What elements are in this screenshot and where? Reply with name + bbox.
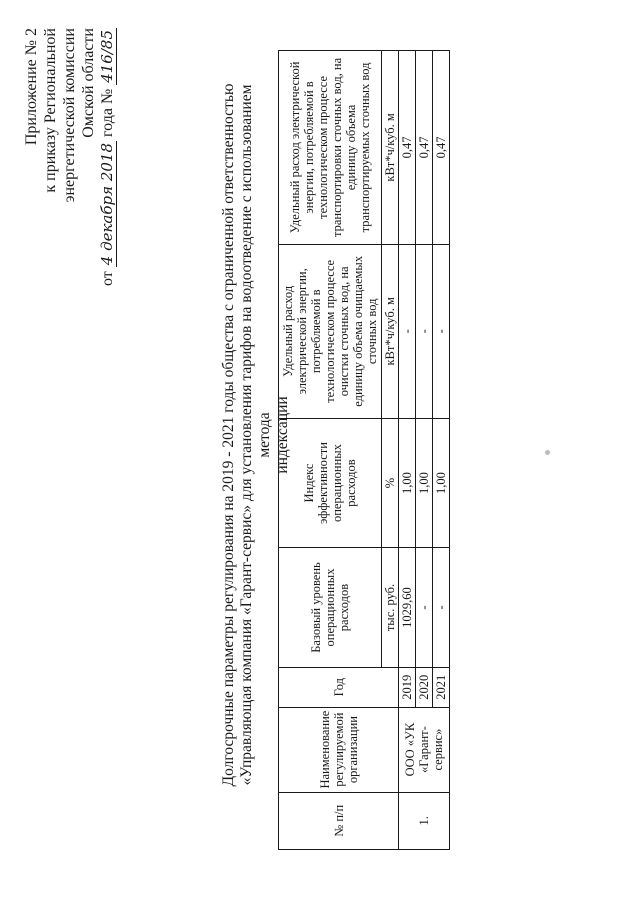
cell-index: 1,00	[416, 418, 433, 547]
appendix-line-1: Приложение № 2	[23, 28, 40, 146]
cell-base: -	[416, 548, 433, 668]
cell-elec-cleaning: -	[416, 244, 433, 418]
cell-year: 2019	[399, 667, 416, 707]
unit-base: тыс. руб.	[382, 548, 399, 668]
header-elec-transport: Удельный расход электрической энергии, потребляемой в технологическом процессе транспортировки сточных вод, на единицу объема транспортируемых сточных вод	[279, 51, 382, 245]
header-num: № п/п	[279, 792, 399, 849]
cell-org: ООО «УК «Гарант-сервис»	[399, 707, 450, 792]
appendix-line-4: Омской области	[80, 28, 97, 138]
year-number-label: года №	[99, 88, 116, 137]
cell-elec-cleaning: -	[399, 244, 416, 418]
title-line-1: Долгосрочные параметры регулирования на 2019 - 2021 годы общества с ограниченной ответственностью	[220, 83, 237, 787]
cell-year: 2021	[433, 667, 450, 707]
header-base-level: Базовый уровень операционных расходов	[279, 548, 382, 668]
cell-elec-transport: 0,47	[416, 51, 433, 245]
unit-elec-cleaning: кВт*ч/куб. м	[382, 244, 399, 418]
unit-elec-transport: кВт*ч/куб. м	[382, 51, 399, 245]
title-line-2: «Управляющая компания «Гарант-сервис» для установления тарифов на водоотведение с использованием метода	[238, 84, 273, 786]
appendix-header	[22, 28, 117, 288]
appendix-date-line	[98, 28, 117, 288]
appendix-line-3: энергетической комиссии	[61, 28, 78, 203]
parameters-table	[278, 50, 450, 850]
header-org: Наименование регулируемой организации	[279, 707, 399, 792]
table-header-row	[279, 51, 382, 850]
cell-base: -	[433, 548, 450, 668]
cell-base: 1029,60	[399, 548, 416, 668]
header-year: Год	[279, 667, 399, 707]
cell-elec-cleaning: -	[433, 244, 450, 418]
title-line-3: индексации	[274, 396, 291, 474]
appendix-line-2: к приказу Региональной	[42, 28, 59, 193]
handwritten-order-number: 416/85	[98, 30, 116, 83]
header-elec-cleaning: Удельный расход электрической энергии, потребляемой в технологическом процессе очистки сточных вод, на единицу объема очищаемых сточных вод	[279, 244, 382, 418]
table-row	[399, 51, 416, 850]
handwritten-date: 4 декабря 2018	[98, 143, 116, 266]
date-prefix: от	[99, 271, 116, 287]
unit-index: %	[382, 418, 399, 547]
cell-year: 2020	[416, 667, 433, 707]
cell-index: 1,00	[399, 418, 416, 547]
cell-num: 1.	[399, 792, 450, 849]
header-efficiency-index: Индекс эффективности операционных расходов	[279, 418, 382, 547]
cell-elec-transport: 0,47	[433, 51, 450, 245]
cell-elec-transport: 0,47	[399, 51, 416, 245]
scan-dot	[545, 450, 550, 455]
cell-index: 1,00	[433, 418, 450, 547]
